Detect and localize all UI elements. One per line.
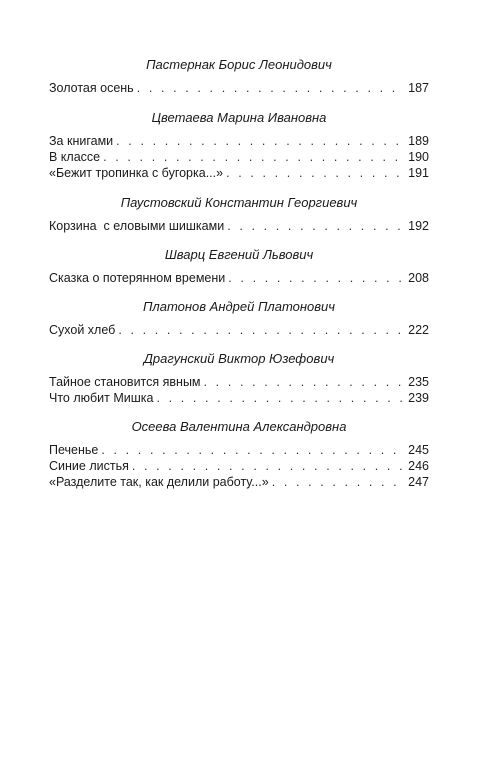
entry-page-number: 239: [408, 391, 429, 405]
entry-page-number: 222: [408, 323, 429, 337]
entry-page-number: 247: [408, 475, 429, 489]
dot-leader: [226, 165, 405, 181]
entry-page-number: 246: [408, 459, 429, 473]
toc-section-shvarts: [49, 247, 429, 286]
entry-page-number: 190: [408, 150, 429, 164]
author-heading: Шварц Евгений Львович: [164, 247, 314, 262]
entry-title: Печенье: [49, 443, 99, 457]
toc-section-dragunsky: [49, 351, 429, 406]
dot-leader: [116, 133, 405, 149]
toc-entry[interactable]: [49, 390, 429, 406]
author-heading: Осеева Валентина Александровна: [131, 419, 347, 434]
dot-leader: [204, 374, 406, 390]
dot-leader: [156, 390, 405, 406]
toc-entry[interactable]: [49, 133, 429, 149]
dot-leader: [272, 474, 405, 490]
toc-section-tsvetaeva: [49, 110, 429, 181]
table-of-contents: [49, 57, 429, 490]
entry-page-number: 191: [408, 166, 429, 180]
entry-page-number: 187: [408, 81, 429, 95]
entry-page-number: 189: [408, 134, 429, 148]
toc-entry[interactable]: [49, 374, 429, 390]
dot-leader: [132, 458, 405, 474]
toc-section-oseeva: [49, 419, 429, 490]
entry-page-number: 235: [408, 375, 429, 389]
toc-entry[interactable]: [49, 474, 429, 490]
dot-leader: [228, 270, 405, 286]
entry-title: В классе: [49, 150, 101, 164]
author-heading: Платонов Андрей Платонович: [142, 299, 335, 314]
author-heading: Паустовский Константин Георгиевич: [120, 195, 358, 210]
entry-title: Сказка о потерянном времени: [49, 271, 226, 285]
toc-entry[interactable]: [49, 149, 429, 165]
entry-page-number: 208: [408, 271, 429, 285]
author-heading: Драгунский Виктор Юзефович: [143, 351, 335, 366]
entry-page-number: 192: [408, 219, 429, 233]
toc-section-pasternak: [49, 57, 429, 96]
dot-leader: [103, 149, 405, 165]
toc-entry[interactable]: [49, 458, 429, 474]
entry-title: Тайное становится явным: [49, 375, 201, 389]
dot-leader: [227, 218, 405, 234]
entry-title: Синие листья: [49, 459, 129, 473]
toc-entry[interactable]: [49, 218, 429, 234]
entry-title: «Разделите так, как делили работу...»: [49, 475, 269, 489]
entry-page-number: 245: [408, 443, 429, 457]
entry-title: Корзина с еловыми шишками: [49, 219, 225, 233]
entry-title: За книгами: [49, 134, 114, 148]
entry-title: «Бежит тропинка с бугорка...»: [49, 166, 224, 180]
toc-entry[interactable]: [49, 270, 429, 286]
dot-leader: [137, 80, 405, 96]
entry-title: Золотая осень: [49, 81, 134, 95]
toc-entry[interactable]: [49, 165, 429, 181]
toc-entry[interactable]: [49, 442, 429, 458]
toc-section-paustovsky: [49, 195, 429, 234]
dot-leader: [101, 442, 405, 458]
toc-entry[interactable]: [49, 80, 429, 96]
author-heading: Цветаева Марина Ивановна: [151, 110, 327, 125]
toc-entry[interactable]: [49, 322, 429, 338]
entry-title: Сухой хлеб: [49, 323, 116, 337]
toc-section-platonov: [49, 299, 429, 338]
dot-leader: [118, 322, 405, 338]
entry-title: Что любит Мишка: [49, 391, 154, 405]
author-heading: Пастернак Борис Леонидович: [146, 57, 332, 72]
